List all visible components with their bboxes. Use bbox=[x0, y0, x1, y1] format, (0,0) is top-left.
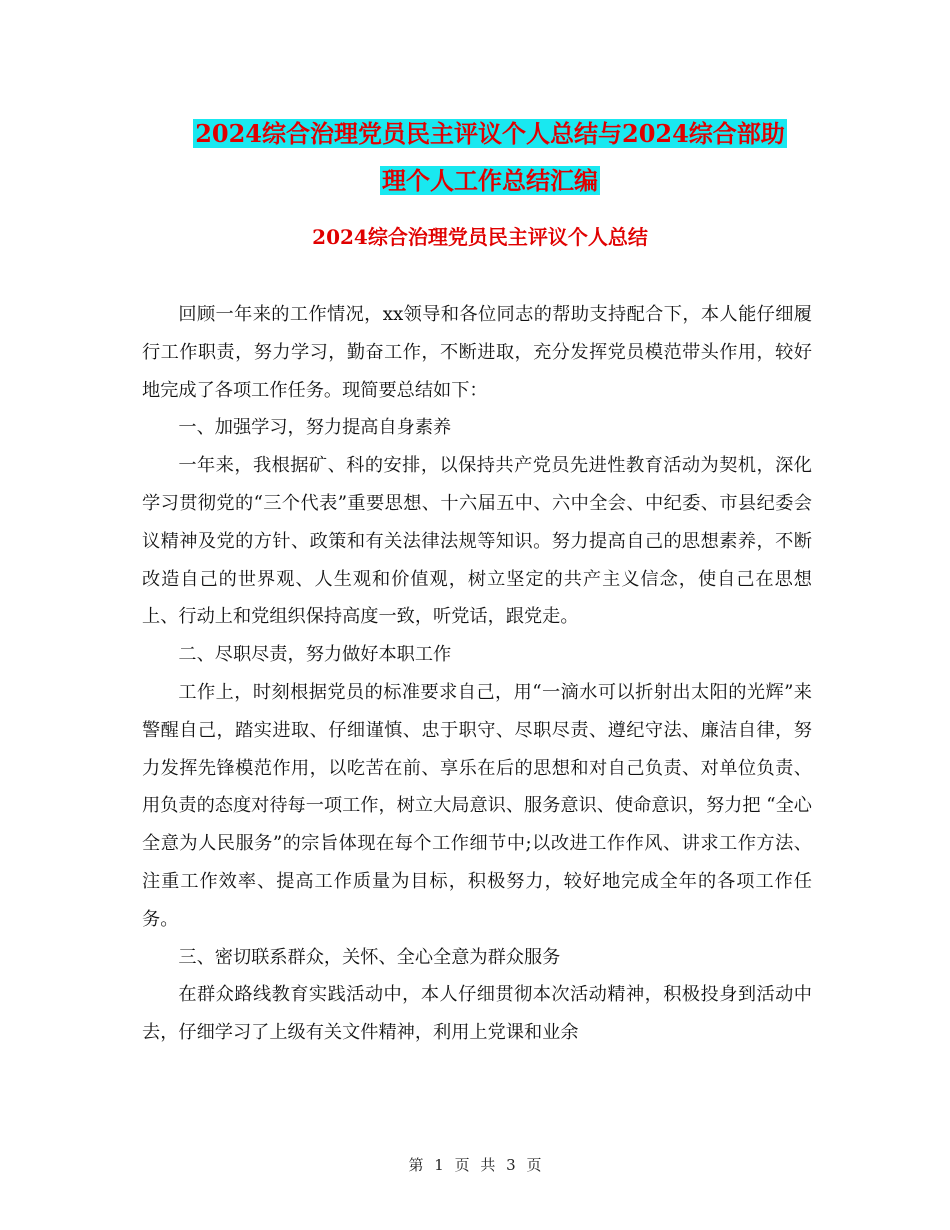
page-footer: 第 1 页 共 3 页 bbox=[408, 1156, 542, 1174]
document-body bbox=[142, 296, 812, 1052]
heading-duty: 二、尽职尽责，努力做好本职工作 bbox=[178, 644, 452, 666]
section-title: 2024综合治理党员民主评议个人总结 bbox=[312, 225, 648, 249]
paragraph-intro: 回顾一年来的工作情况，xx领导和各位同志的帮助支持配合下，本人能仔细履行工作职责，努力学习，勤奋工作，不断进取，充分发挥党员模范带头作用，较好地完成了各项工作任务。现简要总结如下： bbox=[142, 304, 812, 401]
document-title-line-1: 2024综合治理党员民主评议个人总结与2024综合部助 bbox=[195, 119, 785, 148]
heading-masses: 三、密切联系群众，关怀、全心全意为群众服务 bbox=[178, 946, 561, 968]
document-title bbox=[140, 110, 840, 204]
paragraph-duty: 工作上，时刻根据党员的标准要求自己，用“一滴水可以折射出太阳的光辉”来警醒自己，踏实进取、仔细谨慎、忠于职守、尽职尽责、遵纪守法、廉洁自律，努力发挥先锋模范作用，以吃苦在前、享乐在后的思想和对自己负责、对单位负责、用负责的态度对待每一项工作，树立大局意识、服务意识、使命意识，努力把 “全心全意为人民服务”的宗旨体现在每个工作细节中;以改进工作作风、讲求工作方法、注重工作效率、提高工作质量为目标，积极努力，较好地完成全年的各项工作任务。 bbox=[142, 681, 812, 930]
paragraph-masses: 在群众路线教育实践活动中，本人仔细贯彻本次活动精神，积极投身到活动中去，仔细学习了上级有关文件精神，利用上党课和业余 bbox=[142, 984, 812, 1044]
heading-study: 一、加强学习，努力提高自身素养 bbox=[178, 417, 452, 439]
document-title-line-2: 理个人工作总结汇编 bbox=[382, 166, 598, 195]
paragraph-study: 一年来，我根据矿、科的安排，以保持共产党员先进性教育活动为契机，深化学习贯彻党的“三个代表”重要思想、十六届五中、六中全会、中纪委、市县纪委会议精神及党的方针、政策和有关法律法规等知识。努力提高自己的思想素养，不断改造自己的世界观、人生观和价值观，树立坚定的共产主义信念，使自己在思想上、行动上和党组织保持高度一致，听党话，跟党走。 bbox=[142, 455, 812, 628]
